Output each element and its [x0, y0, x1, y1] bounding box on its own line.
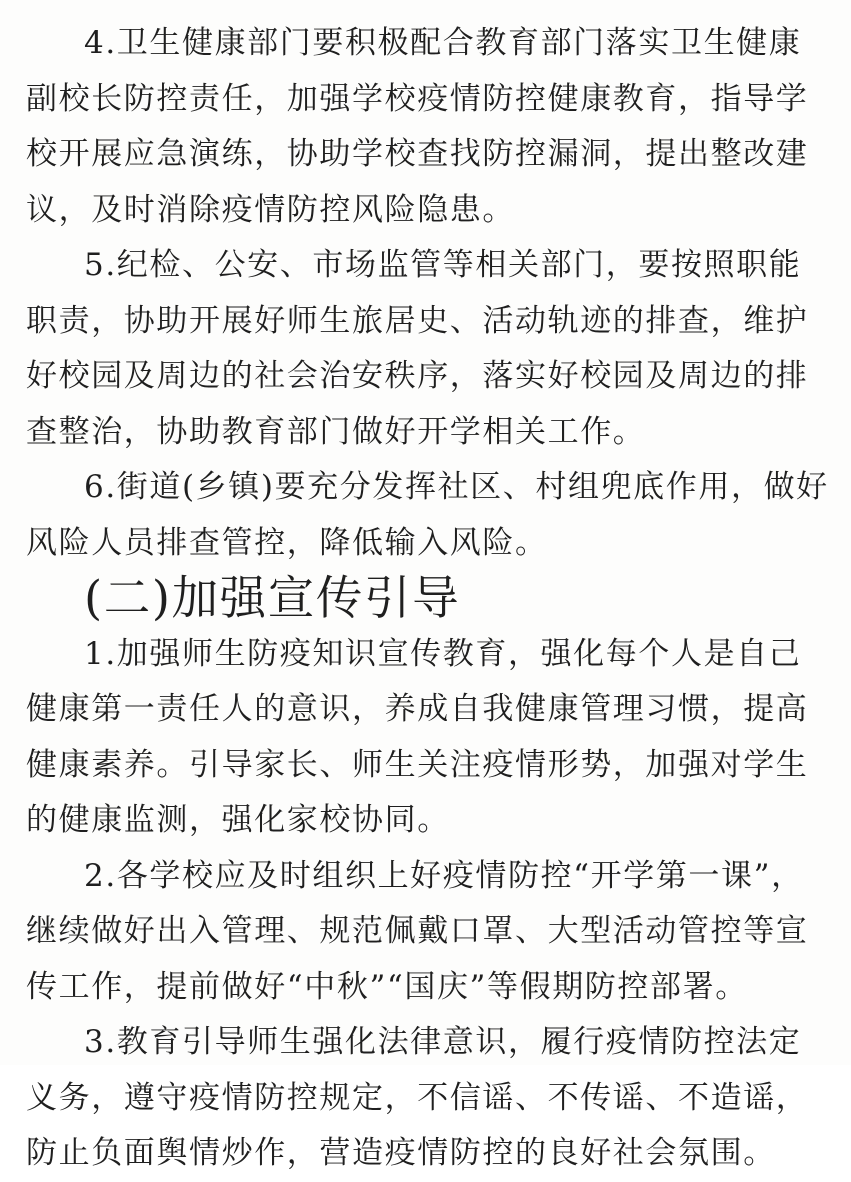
paragraph-item-5: 5.纪检、公安、市场监管等相关部门，要按照职能职责，协助开展好师生旅居史、活动轨迹的排查，维护好校园及周边的社会治安秩序，落实好校园及周边的排查整治，协助教育部门做好开学相关工作。	[26, 247, 809, 450]
paragraph-item-2: 2.各学校应及时组织上好疫情防控“开学第一课”，继续做好出入管理、规范佩戴口罩、大型活动管控等宣传工作，提前做好“中秋”“国庆”等假期防控部署。	[26, 857, 809, 1005]
section-heading: (二)加强宣传引导	[84, 571, 461, 625]
paragraph-item-3: 3.教育引导师生强化法律意识，履行疫情防控法定义务，遵守疫情防控规定，不信谣、不传谣、不造谣，防止负面舆情炒作，营造疫情防控的良好社会氛围。	[26, 1024, 809, 1171]
paragraph-item-1: 1.加强师生防疫知识宣传教育，强化每个人是自己健康第一责任人的意识，养成自我健康管理习惯，提高健康素养。引导家长、师生关注疫情形势，加强对学生的健康监测，强化家校协同。	[26, 635, 809, 838]
paragraph-item-4: 4.卫生健康部门要积极配合教育部门落实卫生健康副校长防控责任，加强学校疫情防控健康教育，指导学校开展应急演练，协助学校查找防控漏洞，提出整改建议，及时消除疫情防控风险隐患。	[26, 25, 809, 228]
paragraph-item-6: 6.街道(乡镇)要充分发挥社区、村组兜底作用，做好风险人员排查管控，降低输入风险。	[26, 469, 829, 561]
